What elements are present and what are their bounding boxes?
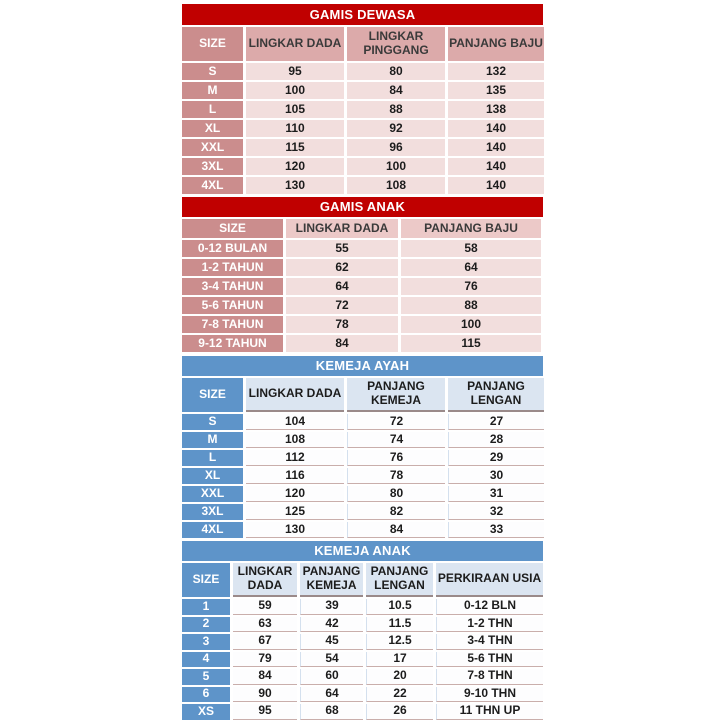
table-grid-gamis-dewasa	[182, 27, 543, 194]
column-header: LINGKAR DADA	[233, 563, 297, 597]
data-cell: 95	[233, 704, 297, 720]
row-label: 6	[182, 687, 230, 703]
data-cell: 130	[246, 177, 344, 194]
data-cell: 63	[233, 617, 297, 633]
data-cell: 55	[286, 240, 398, 257]
data-cell: 28	[448, 432, 544, 448]
data-cell: 108	[347, 177, 445, 194]
data-cell: 72	[347, 414, 445, 430]
data-cell: 108	[246, 432, 344, 448]
row-label: L	[182, 101, 243, 118]
column-header: PERKIRAAN USIA	[436, 563, 543, 597]
data-cell: 125	[246, 504, 344, 520]
data-cell: 39	[300, 599, 363, 615]
table-gamis-dewasa	[182, 4, 543, 194]
table-kemeja-anak	[182, 541, 543, 720]
data-cell: 10.5	[366, 599, 433, 615]
data-cell: 32	[448, 504, 544, 520]
row-label: XL	[182, 120, 243, 137]
data-cell: 80	[347, 486, 445, 502]
data-cell: 100	[401, 316, 541, 333]
data-cell: 115	[401, 335, 541, 352]
data-cell: 116	[246, 468, 344, 484]
column-header: PANJANG KEMEJA	[300, 563, 363, 597]
data-cell: 105	[246, 101, 344, 118]
data-cell: 140	[448, 158, 544, 175]
row-label: 3XL	[182, 504, 243, 520]
data-cell: 9-10 THN	[436, 687, 543, 703]
row-label: 5	[182, 669, 230, 685]
row-label: 1	[182, 599, 230, 615]
table-title-kemeja-anak: KEMEJA ANAK	[182, 541, 543, 561]
data-cell: 68	[300, 704, 363, 720]
data-cell: 104	[246, 414, 344, 430]
data-cell: 26	[366, 704, 433, 720]
data-cell: 17	[366, 652, 433, 668]
data-cell: 120	[246, 486, 344, 502]
data-cell: 3-4 THN	[436, 634, 543, 650]
data-cell: 132	[448, 63, 544, 80]
row-label: M	[182, 432, 243, 448]
table-title-gamis-anak: GAMIS ANAK	[182, 197, 543, 217]
data-cell: 88	[347, 101, 445, 118]
data-cell: 82	[347, 504, 445, 520]
data-cell: 12.5	[366, 634, 433, 650]
data-cell: 29	[448, 450, 544, 466]
column-header: PANJANG LENGAN	[366, 563, 433, 597]
data-cell: 0-12 BLN	[436, 599, 543, 615]
data-cell: 72	[286, 297, 398, 314]
data-cell: 42	[300, 617, 363, 633]
data-cell: 88	[401, 297, 541, 314]
row-label: 4XL	[182, 522, 243, 538]
table-gamis-anak	[182, 197, 543, 352]
data-cell: 76	[347, 450, 445, 466]
row-label: 4XL	[182, 177, 243, 194]
column-header: PANJANG LENGAN	[448, 378, 544, 412]
row-label: XL	[182, 468, 243, 484]
row-label: 5-6 TAHUN	[182, 297, 283, 314]
row-label: 9-12 TAHUN	[182, 335, 283, 352]
data-cell: 74	[347, 432, 445, 448]
size-column-header: SIZE	[182, 27, 243, 61]
data-cell: 92	[347, 120, 445, 137]
row-label: XXL	[182, 486, 243, 502]
data-cell: 62	[286, 259, 398, 276]
data-cell: 59	[233, 599, 297, 615]
table-grid-kemeja-ayah	[182, 378, 543, 538]
size-column-header: SIZE	[182, 563, 230, 597]
data-cell: 64	[300, 687, 363, 703]
row-label: 3XL	[182, 158, 243, 175]
data-cell: 95	[246, 63, 344, 80]
data-cell: 11.5	[366, 617, 433, 633]
data-cell: 5-6 THN	[436, 652, 543, 668]
column-header: PANJANG KEMEJA	[347, 378, 445, 412]
data-cell: 64	[401, 259, 541, 276]
row-label: S	[182, 63, 243, 80]
column-header: PANJANG BAJU	[401, 219, 541, 238]
data-cell: 78	[347, 468, 445, 484]
data-cell: 84	[233, 669, 297, 685]
row-label: XXL	[182, 139, 243, 156]
data-cell: 140	[448, 139, 544, 156]
row-label: L	[182, 450, 243, 466]
data-cell: 100	[347, 158, 445, 175]
row-label: 7-8 TAHUN	[182, 316, 283, 333]
data-cell: 1-2 THN	[436, 617, 543, 633]
data-cell: 79	[233, 652, 297, 668]
data-cell: 20	[366, 669, 433, 685]
data-cell: 140	[448, 120, 544, 137]
row-label: 4	[182, 652, 230, 668]
data-cell: 112	[246, 450, 344, 466]
data-cell: 76	[401, 278, 541, 295]
row-label: M	[182, 82, 243, 99]
size-tables-container	[182, 4, 543, 720]
data-cell: 27	[448, 414, 544, 430]
data-cell: 60	[300, 669, 363, 685]
data-cell: 90	[233, 687, 297, 703]
data-cell: 31	[448, 486, 544, 502]
data-cell: 96	[347, 139, 445, 156]
data-cell: 140	[448, 177, 544, 194]
table-grid-kemeja-anak	[182, 563, 543, 720]
data-cell: 78	[286, 316, 398, 333]
data-cell: 67	[233, 634, 297, 650]
data-cell: 45	[300, 634, 363, 650]
row-label: 3-4 TAHUN	[182, 278, 283, 295]
size-column-header: SIZE	[182, 378, 243, 412]
data-cell: 138	[448, 101, 544, 118]
column-header: LINGKAR DADA	[286, 219, 398, 238]
column-header: LINGKAR DADA	[246, 27, 344, 61]
row-label: S	[182, 414, 243, 430]
table-title-kemeja-ayah: KEMEJA AYAH	[182, 356, 543, 376]
row-label: XS	[182, 704, 230, 720]
data-cell: 130	[246, 522, 344, 538]
data-cell: 7-8 THN	[436, 669, 543, 685]
data-cell: 11 THN UP	[436, 704, 543, 720]
data-cell: 64	[286, 278, 398, 295]
table-title-gamis-dewasa: GAMIS DEWASA	[182, 4, 543, 25]
data-cell: 30	[448, 468, 544, 484]
data-cell: 135	[448, 82, 544, 99]
table-grid-gamis-anak	[182, 219, 543, 352]
size-column-header: SIZE	[182, 219, 283, 238]
data-cell: 110	[246, 120, 344, 137]
data-cell: 54	[300, 652, 363, 668]
data-cell: 22	[366, 687, 433, 703]
column-header: PANJANG BAJU	[448, 27, 544, 61]
row-label: 3	[182, 634, 230, 650]
table-kemeja-ayah	[182, 356, 543, 538]
row-label: 0-12 BULAN	[182, 240, 283, 257]
data-cell: 33	[448, 522, 544, 538]
data-cell: 115	[246, 139, 344, 156]
row-label: 1-2 TAHUN	[182, 259, 283, 276]
data-cell: 80	[347, 63, 445, 80]
data-cell: 120	[246, 158, 344, 175]
data-cell: 84	[347, 82, 445, 99]
row-label: 2	[182, 617, 230, 633]
column-header: LINGKAR DADA	[246, 378, 344, 412]
column-header: LINGKAR PINGGANG	[347, 27, 445, 61]
data-cell: 100	[246, 82, 344, 99]
data-cell: 84	[286, 335, 398, 352]
data-cell: 58	[401, 240, 541, 257]
data-cell: 84	[347, 522, 445, 538]
